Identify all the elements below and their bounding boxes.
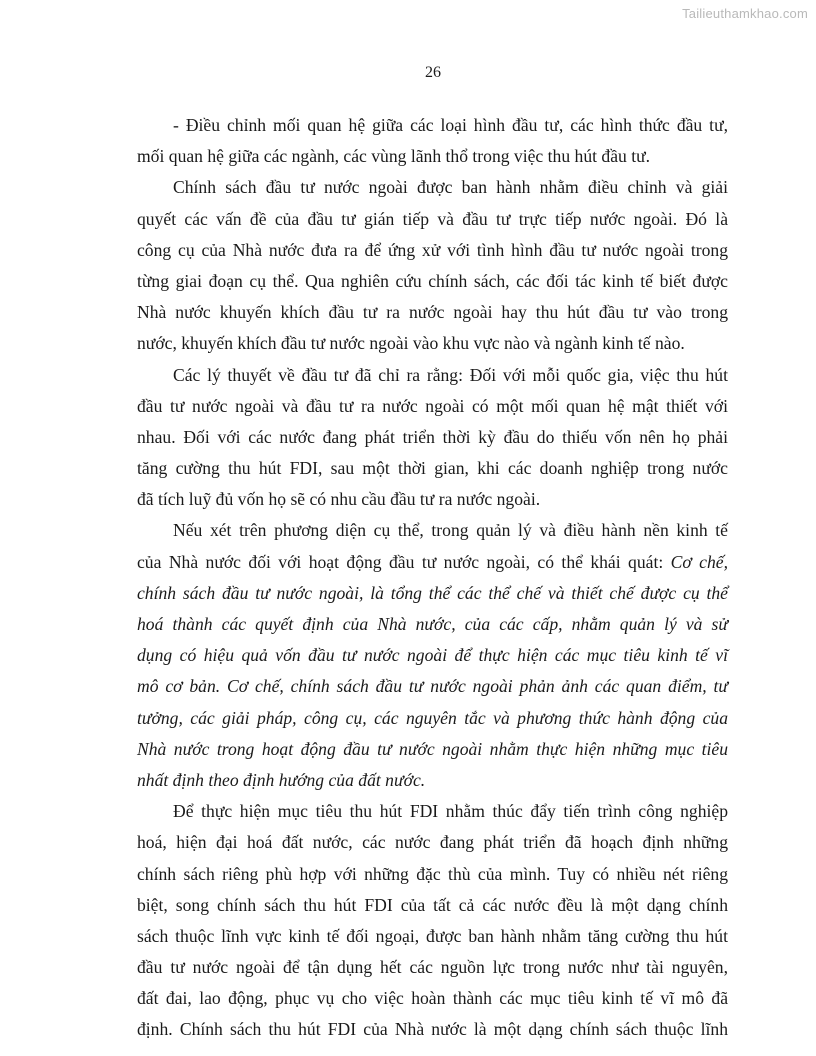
text-line: mô cơ bản. Cơ chế, chính sách đầu tư nước ngoài phản ảnh các quan điểm, tư	[137, 676, 728, 697]
text-line: tăng cường thu hút FDI, sau một thời gian, khi các doanh nghiệp trong nước	[137, 458, 728, 479]
text-line: nhất định theo định hướng của đất nước.	[137, 769, 426, 790]
text-line: đất đai, lao động, phục vụ cho việc hoàn thành các mục tiêu kinh tế vĩ mô đã	[137, 988, 728, 1009]
text-line: đã tích luỹ đủ vốn họ sẽ có nhu cầu đầu tư ra nước ngoài.	[137, 489, 541, 510]
text-line: hoá thành các quyết định của Nhà nước, của các cấp, nhằm quản lý và sử	[137, 614, 728, 634]
text-line: quyết các vấn đề của đầu tư gián tiếp và đầu tư trực tiếp nước ngoài. Đó là	[137, 208, 728, 229]
text-line: công cụ của Nhà nước đưa ra để ứng xử với tình hình đầu tư nước ngoài trong	[137, 239, 728, 260]
text-line: đầu tư nước ngoài và đầu tư ra nước ngoài có một mối quan hệ mật thiết với	[137, 395, 728, 416]
watermark: Tailieuthamkhao.com	[682, 6, 808, 21]
text-line: định. Chính sách thu hút FDI của Nhà nước là một dạng chính sách thuộc lĩnh	[137, 1019, 728, 1040]
text-line: Nhà nước khuyến khích đầu tư ra nước ngoài hay thu hút đầu tư vào trong	[137, 302, 728, 323]
text-line: Nhà nước trong hoạt động đầu tư nước ngoài nhằm thực hiện những mục tiêu	[137, 738, 728, 759]
text-line: tưởng, các giải pháp, công cụ, các nguyên tắc và phương thức hành động của	[137, 707, 728, 728]
text-line: chính sách đầu tư nước ngoài, là tổng thể các thể chế và thiết chế được cụ thể	[137, 582, 728, 603]
text-line: Các lý thuyết về đầu tư đã chỉ ra rằng: Đối với mỗi quốc gia, việc thu hút	[173, 364, 728, 385]
text-line: dụng có hiệu quả vốn đầu tư nước ngoài để thực hiện các mục tiêu kinh tế vĩ	[137, 645, 728, 666]
text-line: Chính sách đầu tư nước ngoài được ban hành nhằm điều chỉnh và giải	[173, 177, 728, 198]
text-line: của Nhà nước đối với hoạt động đầu tư nước ngoài, có thể khái quát: Cơ chế,	[137, 551, 728, 572]
document-body	[137, 110, 728, 1046]
text-line: biệt, song chính sách thu hút FDI của tất cả các nước đều là một dạng chính	[137, 894, 728, 915]
text-line: mối quan hệ giữa các ngành, các vùng lãnh thổ trong việc thu hút đầu tư.	[137, 146, 651, 167]
text-line: Nếu xét trên phương diện cụ thể, trong quản lý và điều hành nền kinh tế	[173, 520, 728, 541]
text-line: sách thuộc lĩnh vực kinh tế đối ngoại, được ban hành nhằm tăng cường thu hút	[137, 925, 728, 946]
text-line: chính sách riêng phù hợp với những đặc thù của mình. Tuy có nhiều nét riêng	[137, 863, 728, 884]
page-number: 26	[425, 64, 441, 81]
text-line: - Điều chỉnh mối quan hệ giữa các loại hình đầu tư, các hình thức đầu tư,	[173, 115, 728, 135]
text-line: hoá, hiện đại hoá đất nước, các nước đang phát triển đã hoạch định những	[137, 832, 728, 853]
text-line: đầu tư nước ngoài để tận dụng hết các nguồn lực trong nước như tài nguyên,	[137, 957, 728, 978]
text-line: nhau. Đối với các nước đang phát triển thời kỳ đầu do thiếu vốn nên họ phải	[137, 426, 728, 447]
text-line: nước, khuyến khích đầu tư nước ngoài vào khu vực nào và ngành kinh tế nào.	[137, 333, 685, 354]
text-line: Để thực hiện mục tiêu thu hút FDI nhằm thúc đẩy tiến trình công nghiệp	[173, 801, 728, 822]
text-line: từng giai đoạn cụ thể. Qua nghiên cứu chính sách, các đối tác kinh tế biết được	[137, 270, 728, 291]
